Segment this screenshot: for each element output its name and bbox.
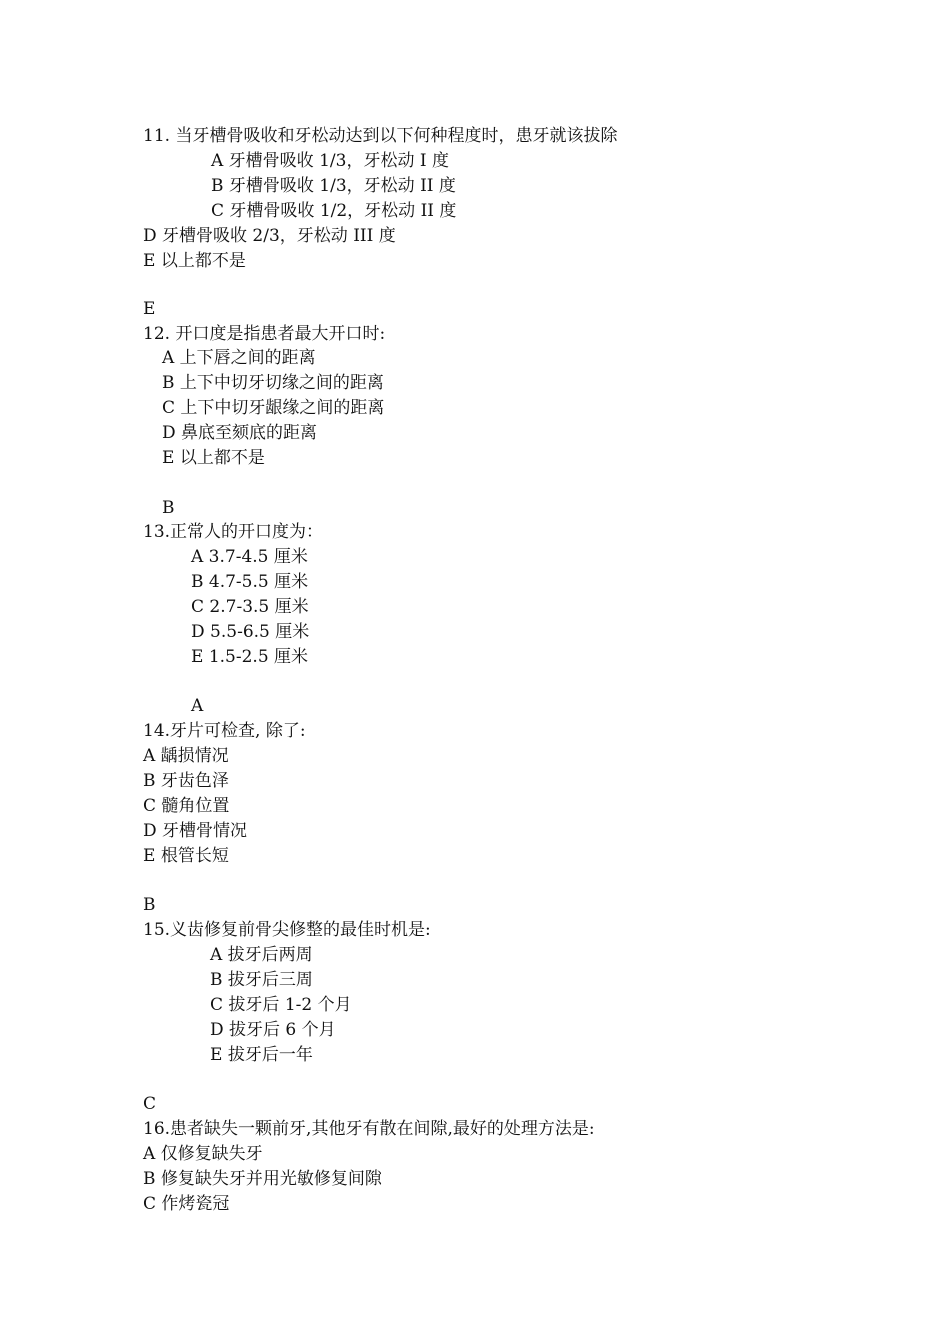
question-15-option-d: D 拔牙后 6 个月 [210, 1020, 336, 1040]
question-14-option-e: E 根管长短 [143, 846, 229, 866]
question-11-option-b: B 牙槽骨吸收 1/3，牙松动 II 度 [211, 176, 456, 196]
question-11-option-a: A 牙槽骨吸收 1/3，牙松动 I 度 [211, 151, 449, 171]
question-14-stem: 14.牙片可检查, 除了: [143, 721, 306, 741]
question-13-option-b: B 4.7-5.5 厘米 [191, 572, 309, 592]
question-11-option-e: E 以上都不是 [143, 251, 246, 271]
question-15-answer: C [143, 1094, 157, 1114]
question-12-option-a: A 上下唇之间的距离 [162, 348, 316, 368]
question-14-option-a: A 龋损情况 [143, 746, 229, 766]
question-14-option-b: B 牙齿色泽 [143, 771, 229, 791]
question-14-option-c: C 髓角位置 [143, 796, 230, 816]
question-14-option-d: D 牙槽骨情况 [143, 821, 248, 841]
question-12-option-d: D 鼻底至颏底的距离 [162, 423, 318, 443]
question-12-stem: 12. 开口度是指患者最大开口时: [143, 324, 386, 344]
question-16-option-a: A 仅修复缺失牙 [143, 1144, 263, 1164]
question-15-option-e: E 拔牙后一年 [210, 1045, 313, 1065]
question-15-option-b: B 拔牙后三周 [210, 970, 313, 990]
question-12-answer: B [162, 498, 175, 518]
question-12-option-c: C 上下中切牙龈缘之间的距离 [162, 398, 385, 418]
question-15-option-c: C 拔牙后 1-2 个月 [210, 995, 352, 1015]
question-13-stem: 13.正常人的开口度为： [143, 522, 324, 542]
question-15-option-a: A 拔牙后两周 [210, 945, 313, 965]
question-11-answer: E [143, 299, 156, 319]
question-15-stem: 15.义齿修复前骨尖修整的最佳时机是: [143, 920, 431, 940]
question-12-option-b: B 上下中切牙切缘之间的距离 [162, 373, 384, 393]
question-16-option-b: B 修复缺失牙并用光敏修复间隙 [143, 1169, 382, 1189]
question-11-option-d: D 牙槽骨吸收 2/3，牙松动 III 度 [143, 226, 396, 246]
question-12-option-e: E 以上都不是 [162, 448, 265, 468]
question-13-option-d: D 5.5-6.5 厘米 [191, 622, 310, 642]
question-13-option-a: A 3.7-4.5 厘米 [191, 547, 308, 567]
question-13-answer: A [191, 696, 204, 716]
question-14-answer: B [143, 895, 156, 915]
question-13-option-c: C 2.7-3.5 厘米 [191, 597, 309, 617]
question-13-option-e: E 1.5-2.5 厘米 [191, 647, 309, 667]
question-16-option-c: C 作烤瓷冠 [143, 1194, 230, 1214]
question-11-option-c: C 牙槽骨吸收 1/2，牙松动 II 度 [211, 201, 457, 221]
question-16-stem: 16.患者缺失一颗前牙,其他牙有散在间隙,最好的处理方法是: [143, 1119, 595, 1139]
question-11-stem: 11. 当牙槽骨吸收和牙松动达到以下何种程度时，患牙就该拔除 [143, 126, 618, 146]
